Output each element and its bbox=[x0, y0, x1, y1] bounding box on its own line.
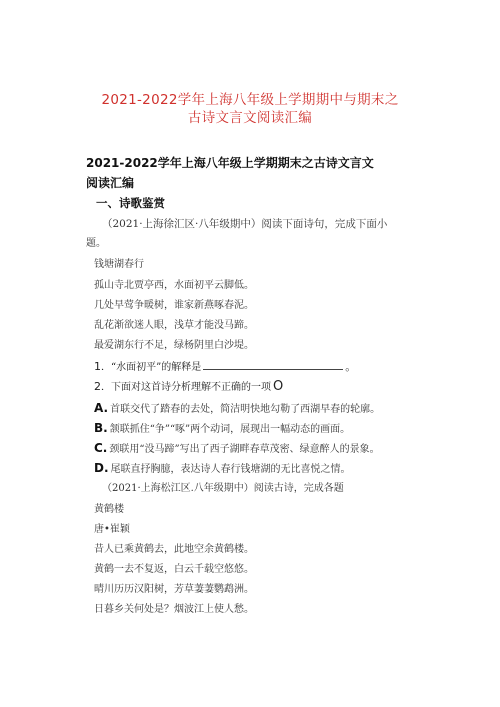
q2-poem-line-2: 黄鹤一去不复返，白云千载空悠悠。 bbox=[94, 564, 254, 575]
q1-item1-answer-blank[interactable] bbox=[203, 359, 343, 370]
option-a-text: 首联交代了踏春的去处，简洁明快地勾勒了西湖早春的轮廓。 bbox=[110, 404, 381, 415]
heading-line1: 2021-2022学年上海八年级上学期期末之古诗文言文 bbox=[86, 156, 374, 170]
option-c-letter: C. bbox=[94, 441, 108, 455]
heading-line2: 阅读汇编 bbox=[86, 176, 135, 190]
q2-poem-line-1: 昔人已乘黄鹤去，此地空余黄鹤楼。 bbox=[94, 544, 254, 555]
q1-source-line1: （2021·上海徐汇区·八年级期中）阅读下面诗句，完成下面小 bbox=[102, 218, 388, 230]
q2-source-line: （2021·上海松江区.八年级期中）阅读古诗，完成各题 bbox=[102, 483, 344, 494]
q1-item2-end: O bbox=[273, 379, 284, 394]
q1-item1-end: 。 bbox=[345, 360, 357, 373]
option-a-letter: A. bbox=[94, 401, 109, 415]
q1-item1 bbox=[94, 359, 356, 375]
q2-poem-line-4: 日暮乡关何处是？烟波江上使人愁。 bbox=[94, 604, 254, 615]
q1-poem-line-1: 孤山寺北贾亭西，水面初平云脚低。 bbox=[94, 280, 254, 291]
q1-option-a bbox=[94, 401, 380, 417]
option-d-text: 尾联直抒胸臆，表达诗人春行钱塘湖的无比喜悦之情。 bbox=[110, 464, 351, 475]
q1-option-d bbox=[94, 461, 351, 477]
q1-poem-title: 钱塘湖春行 bbox=[94, 259, 144, 270]
q1-item1-text: ．“水面初平”的解释是 bbox=[101, 362, 202, 373]
q1-option-b bbox=[94, 421, 350, 437]
q1-poem-line-4: 最爱湖东行不足，绿杨阴里白沙堤。 bbox=[94, 340, 254, 351]
option-c-text: 颈联用“没马蹄”写出了西子湖畔春草茂密、绿意醉人的景象。 bbox=[109, 444, 380, 455]
option-d-letter: D. bbox=[94, 461, 109, 475]
document-title-line1: 2021-2022学年上海八年级上学期期中与期末之 bbox=[101, 92, 399, 108]
q1-item2-number: 2 bbox=[94, 380, 101, 393]
option-b-text: 颔联抓住“争”“啄”两个动词，展现出一幅动态的画面。 bbox=[109, 424, 351, 435]
q2-poem-author: 唐•崔颖 bbox=[94, 524, 130, 535]
q1-source-line2: 题。 bbox=[86, 238, 106, 249]
q1-item2-text: ．下面对这首诗分析理解不正确的一项 bbox=[101, 382, 271, 393]
q1-poem-line-2: 几处早莺争暖树，谁家新燕啄春泥。 bbox=[94, 300, 254, 311]
q2-poem-title: 黄鹤楼 bbox=[94, 504, 124, 515]
q1-item2 bbox=[94, 380, 283, 395]
q1-item1-number: 1 bbox=[94, 360, 101, 373]
q1-poem-line-3: 乱花渐欲迷人眼，浅草才能没马蹄。 bbox=[94, 320, 254, 331]
option-b-letter: B. bbox=[94, 421, 108, 435]
document-title-line2: 古诗文言文阅读汇编 bbox=[187, 110, 313, 126]
q1-option-c bbox=[94, 441, 380, 457]
section-title-poetry: 一、诗歌鉴赏 bbox=[96, 196, 165, 210]
q2-poem-line-3: 晴川历历汉阳树，芳草萋萋鹦鹉洲。 bbox=[94, 584, 254, 595]
